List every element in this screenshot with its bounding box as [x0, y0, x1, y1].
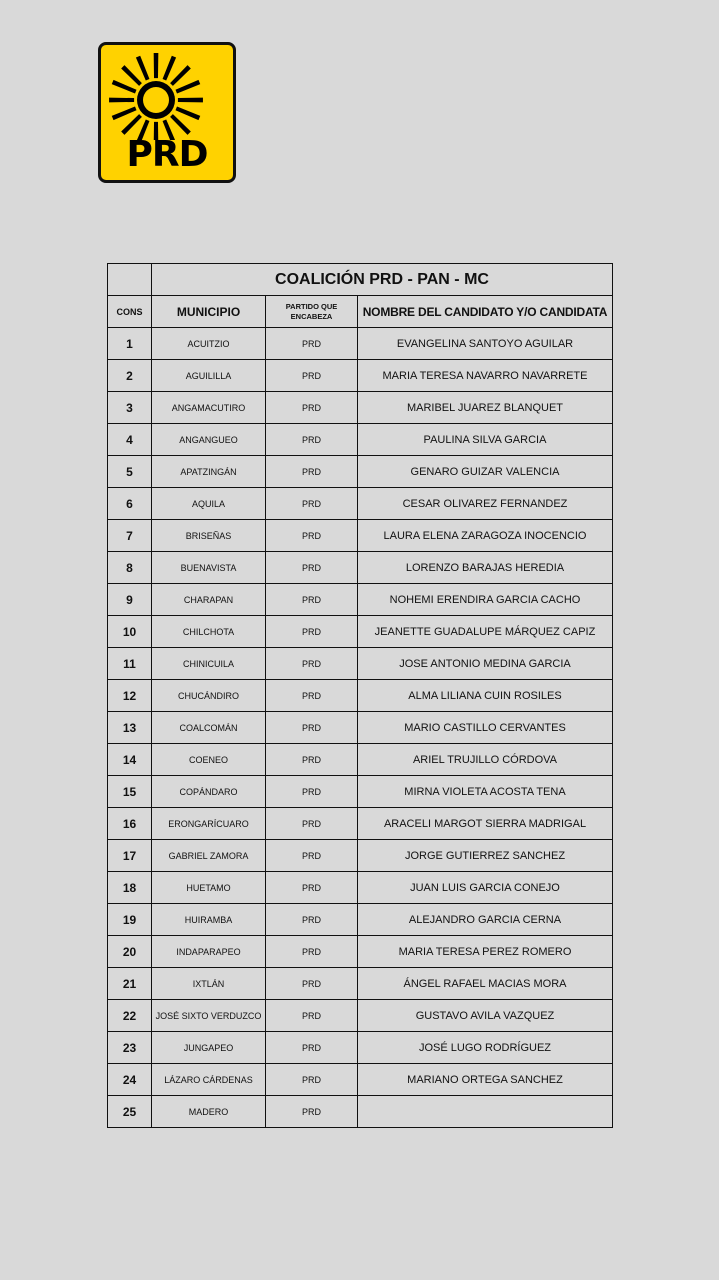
cell-partido: PRD: [266, 1064, 358, 1096]
cell-nombre: ALMA LILIANA CUIN ROSILES: [358, 680, 613, 712]
cell-municipio: CHUCÁNDIRO: [152, 680, 266, 712]
header-cons: CONS: [108, 296, 152, 328]
cell-nombre: NOHEMI ERENDIRA GARCIA CACHO: [358, 584, 613, 616]
cell-municipio: AQUILA: [152, 488, 266, 520]
cell-municipio: COPÁNDARO: [152, 776, 266, 808]
cell-municipio: APATZINGÁN: [152, 456, 266, 488]
table-row: [108, 392, 613, 424]
cell-cons: 17: [108, 840, 152, 872]
cell-municipio: BUENAVISTA: [152, 552, 266, 584]
table-row: [108, 1032, 613, 1064]
cell-cons: 4: [108, 424, 152, 456]
cell-cons: 24: [108, 1064, 152, 1096]
cell-municipio: ACUITZIO: [152, 328, 266, 360]
table-row: [108, 584, 613, 616]
table-row: [108, 1096, 613, 1128]
cell-nombre: CESAR OLIVAREZ FERNANDEZ: [358, 488, 613, 520]
cell-partido: PRD: [266, 904, 358, 936]
table-row: [108, 488, 613, 520]
cell-nombre: ARACELI MARGOT SIERRA MADRIGAL: [358, 808, 613, 840]
cell-municipio: JOSÉ SIXTO VERDUZCO: [152, 1000, 266, 1032]
cell-nombre: MARIANO ORTEGA SANCHEZ: [358, 1064, 613, 1096]
table-row: [108, 1000, 613, 1032]
table-row: [108, 520, 613, 552]
table-row: [108, 360, 613, 392]
cell-municipio: LÁZARO CÁRDENAS: [152, 1064, 266, 1096]
cell-partido: PRD: [266, 328, 358, 360]
cell-partido: PRD: [266, 488, 358, 520]
cell-cons: 5: [108, 456, 152, 488]
cell-municipio: CHILCHOTA: [152, 616, 266, 648]
cell-partido: PRD: [266, 936, 358, 968]
header-nombre: NOMBRE DEL CANDIDATO Y/O CANDIDATA: [358, 296, 613, 328]
cell-cons: 9: [108, 584, 152, 616]
cell-cons: 16: [108, 808, 152, 840]
cell-partido: PRD: [266, 968, 358, 1000]
cell-municipio: ANGAMACUTIRO: [152, 392, 266, 424]
cell-nombre: MARIA TERESA NAVARRO NAVARRETE: [358, 360, 613, 392]
cell-nombre: MIRNA VIOLETA ACOSTA TENA: [358, 776, 613, 808]
cell-cons: 10: [108, 616, 152, 648]
cell-nombre: MARIA TERESA PEREZ ROMERO: [358, 936, 613, 968]
cell-partido: PRD: [266, 360, 358, 392]
cell-nombre: MARIO CASTILLO CERVANTES: [358, 712, 613, 744]
cell-partido: PRD: [266, 776, 358, 808]
cell-nombre: GENARO GUIZAR VALENCIA: [358, 456, 613, 488]
cell-partido: PRD: [266, 1032, 358, 1064]
candidates-table: [107, 263, 613, 1128]
cell-nombre: JUAN LUIS GARCIA CONEJO: [358, 872, 613, 904]
cell-municipio: GABRIEL ZAMORA: [152, 840, 266, 872]
cell-municipio: COENEO: [152, 744, 266, 776]
header-municipio: MUNICIPIO: [152, 296, 266, 328]
cell-municipio: ANGANGUEO: [152, 424, 266, 456]
cell-nombre: GUSTAVO AVILA VAZQUEZ: [358, 1000, 613, 1032]
cell-partido: PRD: [266, 616, 358, 648]
cell-cons: 25: [108, 1096, 152, 1128]
cell-cons: 12: [108, 680, 152, 712]
cell-partido: PRD: [266, 808, 358, 840]
cell-nombre: MARIBEL JUAREZ BLANQUET: [358, 392, 613, 424]
table-row: [108, 776, 613, 808]
cell-nombre: LORENZO BARAJAS HEREDIA: [358, 552, 613, 584]
cell-nombre: PAULINA SILVA GARCIA: [358, 424, 613, 456]
table-row: [108, 904, 613, 936]
cell-municipio: IXTLÁN: [152, 968, 266, 1000]
logo-text: PRD: [126, 134, 208, 175]
cell-cons: 11: [108, 648, 152, 680]
cell-cons: 14: [108, 744, 152, 776]
cell-cons: 8: [108, 552, 152, 584]
cell-partido: PRD: [266, 744, 358, 776]
cell-partido: PRD: [266, 392, 358, 424]
cell-municipio: ERONGARÍCUARO: [152, 808, 266, 840]
cell-nombre: JORGE GUTIERREZ SANCHEZ: [358, 840, 613, 872]
cell-cons: 18: [108, 872, 152, 904]
table-row: [108, 1064, 613, 1096]
cell-municipio: INDAPARAPEO: [152, 936, 266, 968]
table-row: [108, 552, 613, 584]
table-row: [108, 328, 613, 360]
cell-municipio: CHARAPAN: [152, 584, 266, 616]
header-partido: PARTIDO QUE ENCABEZA: [266, 296, 358, 328]
cell-municipio: COALCOMÁN: [152, 712, 266, 744]
cell-cons: 13: [108, 712, 152, 744]
cell-nombre: [358, 1096, 613, 1128]
cell-partido: PRD: [266, 456, 358, 488]
table-row: [108, 968, 613, 1000]
cell-cons: 22: [108, 1000, 152, 1032]
cell-partido: PRD: [266, 648, 358, 680]
cell-municipio: JUNGAPEO: [152, 1032, 266, 1064]
cell-nombre: EVANGELINA SANTOYO AGUILAR: [358, 328, 613, 360]
table-row: [108, 616, 613, 648]
table-row: [108, 712, 613, 744]
cell-municipio: AGUILILLA: [152, 360, 266, 392]
cell-cons: 1: [108, 328, 152, 360]
table-row: [108, 424, 613, 456]
cell-cons: 23: [108, 1032, 152, 1064]
cell-nombre: JOSE ANTONIO MEDINA GARCIA: [358, 648, 613, 680]
cell-partido: PRD: [266, 424, 358, 456]
cell-cons: 15: [108, 776, 152, 808]
cell-nombre: LAURA ELENA ZARAGOZA INOCENCIO: [358, 520, 613, 552]
cell-nombre: ÁNGEL RAFAEL MACIAS MORA: [358, 968, 613, 1000]
table-row: [108, 744, 613, 776]
table-header-row: [108, 296, 613, 328]
corner-cell: [108, 264, 152, 296]
cell-nombre: JEANETTE GUADALUPE MÁRQUEZ CAPIZ: [358, 616, 613, 648]
prd-logo: [98, 42, 236, 183]
cell-nombre: JOSÉ LUGO RODRÍGUEZ: [358, 1032, 613, 1064]
table-row: [108, 872, 613, 904]
table-row: [108, 840, 613, 872]
cell-cons: 7: [108, 520, 152, 552]
cell-municipio: BRISEÑAS: [152, 520, 266, 552]
table-title-row: [108, 264, 613, 296]
cell-partido: PRD: [266, 872, 358, 904]
table-row: [108, 936, 613, 968]
cell-cons: 2: [108, 360, 152, 392]
cell-nombre: ARIEL TRUJILLO CÓRDOVA: [358, 744, 613, 776]
cell-partido: PRD: [266, 840, 358, 872]
cell-partido: PRD: [266, 520, 358, 552]
cell-cons: 6: [108, 488, 152, 520]
table-row: [108, 456, 613, 488]
table-row: [108, 808, 613, 840]
cell-cons: 20: [108, 936, 152, 968]
cell-cons: 21: [108, 968, 152, 1000]
cell-municipio: HUIRAMBA: [152, 904, 266, 936]
cell-cons: 3: [108, 392, 152, 424]
table-title: COALICIÓN PRD - PAN - MC: [152, 264, 613, 296]
table-row: [108, 680, 613, 712]
aztec-sun-icon: [101, 45, 233, 140]
cell-partido: PRD: [266, 1096, 358, 1128]
cell-cons: 19: [108, 904, 152, 936]
cell-partido: PRD: [266, 552, 358, 584]
cell-municipio: CHINICUILA: [152, 648, 266, 680]
cell-nombre: ALEJANDRO GARCIA CERNA: [358, 904, 613, 936]
cell-municipio: MADERO: [152, 1096, 266, 1128]
table-row: [108, 648, 613, 680]
cell-partido: PRD: [266, 584, 358, 616]
cell-partido: PRD: [266, 712, 358, 744]
cell-municipio: HUETAMO: [152, 872, 266, 904]
cell-partido: PRD: [266, 680, 358, 712]
cell-partido: PRD: [266, 1000, 358, 1032]
